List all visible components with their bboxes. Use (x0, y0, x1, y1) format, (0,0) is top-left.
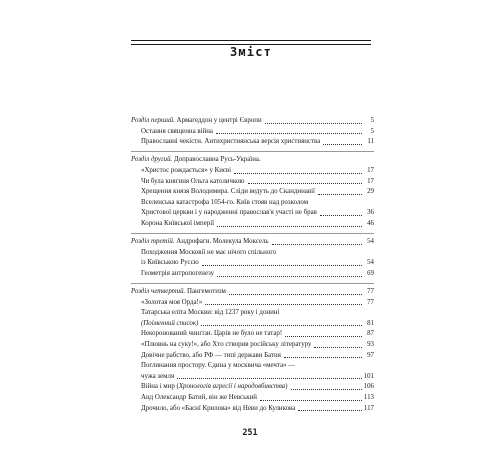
toc-entry-title: Вселенська катастрофа 1054-го. Київ стояв над розколом (141, 198, 309, 206)
toc-entry-title: Хрещення князя Володимира. Сліди ведуть до Скандинавії (141, 188, 315, 196)
toc-chapter-entry (131, 237, 374, 248)
toc-entry-title: Розділ перший. Армагеддон у центрі Європи (131, 117, 262, 124)
toc-entry (131, 137, 374, 148)
toc-entry (131, 258, 374, 269)
toc-entry (131, 198, 374, 209)
dot-leader (318, 194, 362, 195)
toc-page-number: 106 (363, 383, 374, 391)
toc-entry-title: «Плювнь на суку!», або Хто створив російську літературу (141, 341, 312, 349)
toc-page-number: 29 (367, 188, 374, 196)
toc-page-number: 77 (367, 298, 374, 306)
page-number: 251 (242, 428, 258, 438)
toc-entry-title: чужа земля (141, 372, 175, 380)
toc-entry-title: Анд Олександр Батий, він же Невський (141, 394, 257, 402)
toc-page-number: 46 (367, 219, 374, 227)
toc-page-number: 11 (367, 138, 374, 146)
dot-leader (291, 389, 362, 390)
toc-page-number: 17 (367, 166, 374, 174)
toc-entry-title: Христової церкви і у народженні православ'я участі не брав (141, 209, 317, 217)
toc-page-number: 77 (367, 288, 374, 296)
chapter-prefix: Розділ перший. (131, 117, 175, 124)
toc-entry-title: Чи була княгиня Ольга католичкою (141, 177, 245, 185)
toc-entry (131, 382, 374, 393)
toc-entry (131, 208, 374, 219)
dot-leader (201, 325, 362, 326)
toc-page-number: 117 (363, 404, 374, 412)
toc-entry-title: Розділ другий. Доправославна Русь-Україна. (131, 156, 261, 164)
dot-leader (202, 265, 362, 266)
toc-entry (131, 166, 374, 177)
toc-entry (131, 219, 374, 230)
toc-entry-title: Війна і мир (Хронологія агресії і народовбивства) (141, 383, 288, 391)
toc-entry (131, 361, 374, 372)
toc-page-number: 113 (363, 394, 374, 402)
toc-page-number: 5 (370, 127, 374, 135)
dot-leader (265, 123, 362, 124)
toc-chapter-entry (131, 287, 374, 298)
toc-entry-title: Татарська еліта Москви: від 1237 року і донині (141, 309, 280, 317)
toc-entry (131, 298, 374, 309)
toc-page-number: 97 (367, 351, 374, 359)
toc-entry-title: Розділ четвертий. Пангемотизм (131, 288, 226, 296)
toc-entry-title: Походження Московії не має нічого спільного (141, 248, 277, 256)
dot-leader (284, 357, 362, 358)
dot-leader (314, 347, 362, 348)
toc-entry (131, 269, 374, 280)
toc-page-number: 17 (367, 177, 374, 185)
toc-section (131, 283, 374, 414)
chapter-prefix: Розділ другий. (131, 156, 173, 164)
toc-chapter-entry (131, 155, 374, 166)
dot-leader (229, 294, 362, 295)
toc-page-number: 5 (370, 117, 374, 124)
dot-leader (216, 133, 362, 134)
toc-entry (131, 319, 374, 330)
chapter-prefix: Розділ третій. (131, 238, 175, 246)
dot-leader (320, 215, 362, 216)
toc-entry-title: «Христос рождається» у Києві (141, 166, 232, 174)
title-rule-thick (131, 40, 371, 41)
toc-entry-title: Розділ третій. Андрофаги. Молекула Моксель (131, 238, 269, 246)
dot-leader (285, 336, 362, 337)
toc-entry-title: (Поіменний список) (141, 319, 199, 327)
toc-page-number: 69 (367, 269, 374, 277)
toc-entry-title: Православні чекісти. Антихристиянська версія християнства (141, 138, 321, 146)
chapter-prefix: Розділ четвертий. (131, 288, 186, 296)
table-of-contents (131, 116, 374, 418)
toc-page-number: 93 (367, 341, 374, 349)
toc-entry-title: Геометрія антропогенезу (141, 269, 215, 277)
dot-leader (234, 173, 362, 174)
toc-entry-title: Корона Київської імперії (141, 219, 215, 227)
toc-chapter-entry (131, 116, 374, 127)
toc-entry-title: Некоронований чингізи. Царів не було не татар! (141, 330, 283, 338)
toc-entry-title: Поглинання простору. Єдина у москвича «мечта» — (141, 362, 296, 370)
toc-entry (131, 308, 374, 319)
toc-page-number: 81 (367, 319, 374, 327)
dot-leader (260, 400, 362, 401)
toc-section (131, 116, 374, 148)
dot-leader (177, 378, 362, 379)
toc-entry (131, 351, 374, 362)
dot-leader (217, 276, 362, 277)
dot-leader (323, 144, 362, 145)
dot-leader (217, 226, 362, 227)
toc-entry (131, 127, 374, 138)
toc-entry (131, 393, 374, 404)
dot-leader (298, 410, 362, 411)
toc-entry (131, 187, 374, 198)
toc-page-number: 101 (363, 372, 374, 380)
toc-entry (131, 248, 374, 259)
toc-entry-title: Дрочило, або «Баснї Крилова» від Неви до Куликова (141, 404, 296, 412)
toc-entry (131, 329, 374, 340)
toc-entry (131, 404, 374, 415)
toc-entry-title: Довічне рабство, або РФ — типі держави Батия (141, 351, 281, 359)
toc-entry (131, 340, 374, 351)
page-title: Зміст (229, 45, 273, 59)
dot-leader (272, 244, 362, 245)
toc-entry-title: із Київською Руссю (141, 259, 199, 267)
toc-entry (131, 372, 374, 383)
toc-page-number: 54 (367, 238, 374, 246)
toc-entry (131, 177, 374, 188)
toc-page-number: 87 (367, 330, 374, 338)
dot-leader (248, 183, 362, 184)
toc-section (131, 233, 374, 279)
toc-entry-title: «Золотая моя Орда!» (141, 298, 203, 306)
toc-section (131, 151, 374, 229)
toc-page-number: 36 (367, 209, 374, 217)
dot-leader (205, 304, 362, 305)
toc-entry-title: Остання священна війна (141, 127, 213, 135)
toc-page-number: 54 (367, 259, 374, 267)
